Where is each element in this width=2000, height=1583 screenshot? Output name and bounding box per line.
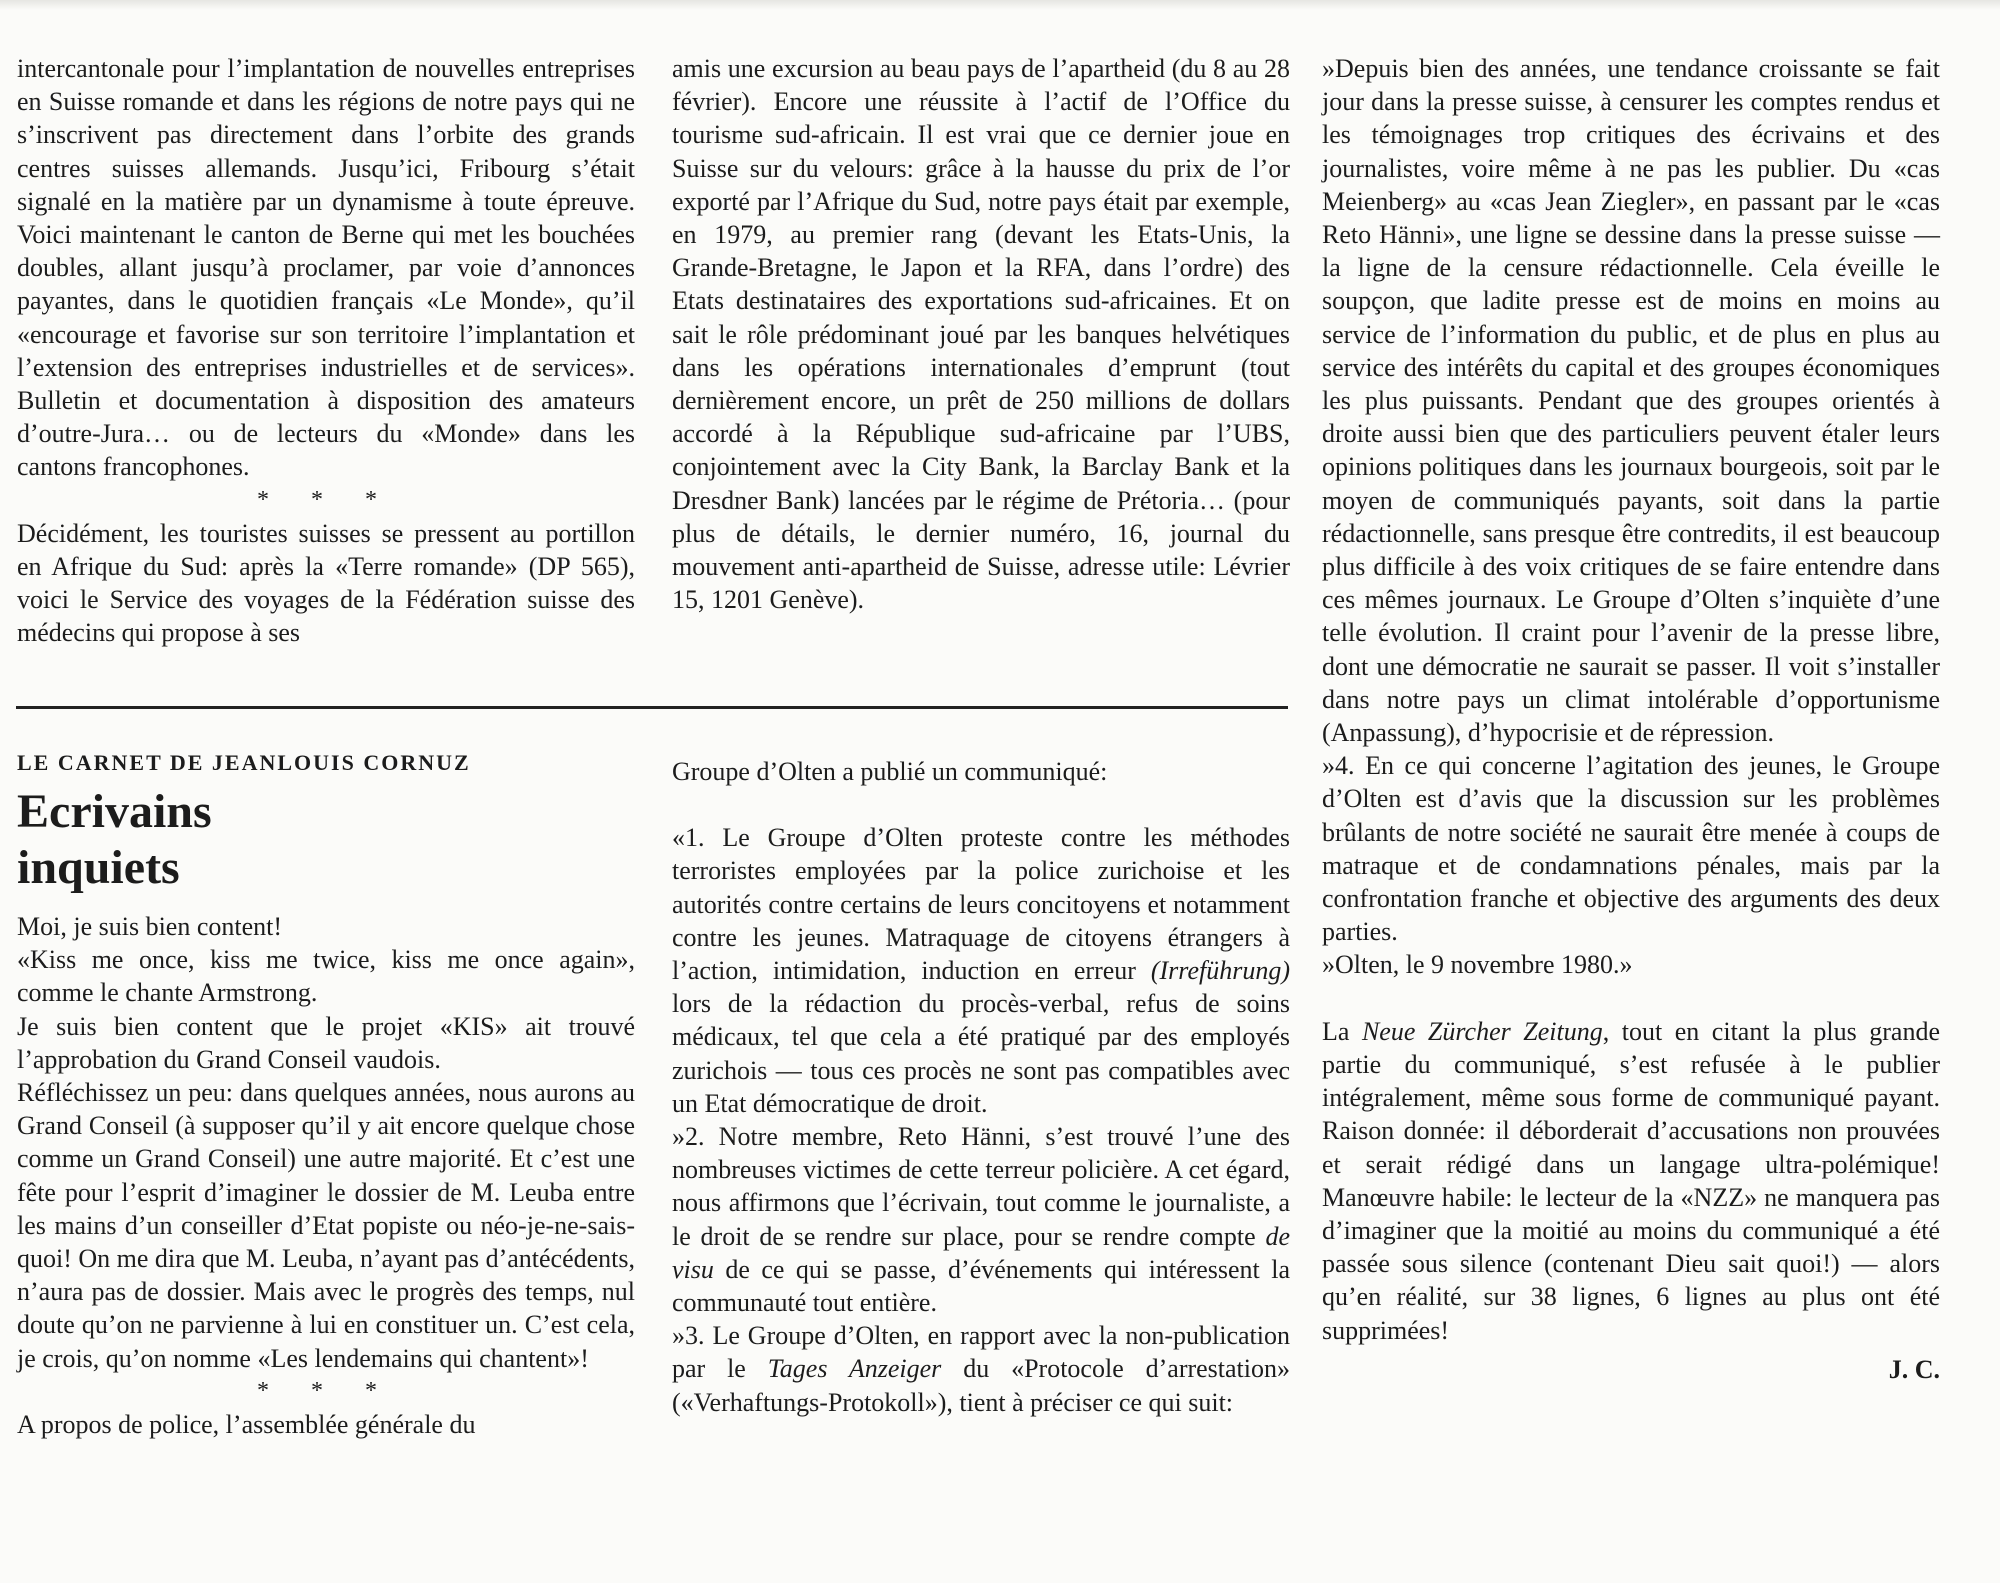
communique-point-4: »4. En ce qui concerne l’agitation des jeunes, le Groupe d’Olten est d’avis que la discussion sur les problèmes brûlants de notre société ne saurait être menée à coups de matraque et de condamnations pénales, mais par la confrontation franche et objective des arguments des deux parties. bbox=[1322, 751, 1940, 947]
article-headline bbox=[17, 784, 635, 896]
article-col1-line-3: Je suis bien content que le projet «KIS» ait trouvé l’approbation du Grand Conseil vaudois. bbox=[17, 1011, 635, 1074]
nzz-paragraph: La Neue Zürcher Zeitung, tout en citant la plus grande partie du communiqué, s’est refusée à le publier intégralement, même sous forme de communiqué payant. Raison donnée: il déborderait d’accusations non prouvées et serait rédigé dans un langage ultra-polémique! Manœuvre habile: le lecteur de la «NZZ» ne manquera pas d’imaginer que la moitié au moins du communiqué a été passée sous silence (contenant Dieu sait quoi!) — alors qu’en réalité, sur 38 lignes, 6 lignes au plus ont été supprimées! bbox=[1322, 1016, 1940, 1345]
article-column-2 bbox=[672, 755, 1290, 1419]
section-separator-stars: * * * bbox=[257, 486, 395, 513]
article-kicker: LE CARNET DE JEANLOUIS CORNUZ bbox=[17, 750, 471, 775]
top-col1-paragraph-2: Décidément, les touristes suisses se pressent au portillon en Afrique du Sud: après la «Terre romande» (DP 565), voici le Service des voyages de la Fédération suisse des médecins qui propose à ses bbox=[17, 518, 635, 648]
communique-depuis-paragraph: »Depuis bien des années, une tendance croissante se fait jour dans la presse suisse, à censurer les comptes rendus et les témoignages trop critiques des écrivains et des journalistes, voire même à ne pas les publier. Du «cas Meienberg» au «cas Jean Ziegler», en passant par le «cas Reto Hänni», une ligne se dessine dans la presse suisse — la ligne de la censure rédactionnelle. Cela éveille le soupçon, que ladite presse est de moins en moins au service de l’information du public, et de plus en plus au service des intérêts du capital et des groupes économiques les plus puissants. Pendant que des groupes orientés à droite aussi bien que des particuliers peuvent étaler leurs opinions politiques dans les journaux bourgeois, soit par le moyen de communiqués payants, soit dans la partie rédactionnelle, sans presque être contredits, il est beaucoup plus difficile à des voix critiques de se faire entendre dans ces mêmes journaux. Le Groupe d’Olten s’inquiète d’une telle évolution. Il craint pour l’avenir de la presse libre, dont une démocratie ne saurait se passer. Il voit s’installer dans notre pays un climat intolérable d’opportunisme (Anpassung), d’hypocrisie et de répression. bbox=[1322, 54, 1940, 748]
communique-point-1: «1. Le Groupe d’Olten proteste contre les méthodes terroristes employées par la police zurichoise et les autorités contre certains de leurs concitoyens et notamment contre les jeunes. Matraquage de citoyens étrangers à l’action, intimidation, induction en erreur (Irreführung) lors de la rédaction du procès-verbal, refus de soins médicaux, tel que cela a été pratiqué par des employés zurichois — tous ces procès ne sont pas compatibles avec un Etat démocratique de droit. bbox=[672, 823, 1290, 1118]
paragraph-gap bbox=[1322, 982, 1940, 1015]
article-separator-stars: * * * bbox=[257, 1377, 395, 1404]
article-column-1 bbox=[17, 748, 635, 1441]
headline-line-1: Ecrivains bbox=[17, 785, 212, 838]
top-col1-paragraph-1: intercantonale pour l’implantation de nouvelles entreprises en Suisse romande et dans les régions de notre pays qui ne s’inscrivent pas directement dans l’orbite des grands centres suisses allemands. Jusqu’ici, Fribourg s’était signalé en la matière par un dynamisme à toute épreuve. Voici maintenant le canton de Berne qui met les bouchées doubles, allant jusqu’à proclamer, par voie d’annonces payantes, dans le quotidien français «Le Monde», qu’il «encourage et favorise sur son territoire l’implantation et l’extension des entreprises industrielles et de services». Bulletin et documentation à disposition des amateurs d’outre-Jura… ou de lecteurs du «Monde» dans les cantons francophones. bbox=[17, 54, 635, 482]
article-col1-line-4: Réfléchissez un peu: dans quelques années, nous aurons au Grand Conseil (à supposer qu’il y ait encore quelque chose comme un Grand Conseil) une autre majorité. Et c’est une fête pour l’esprit d’imaginer le dossier de M. Leuba entre les mains d’un conseiller d’Etat popiste ou néo-je-ne-sais-quoi! On me dira que M. Leuba, n’ayant pas d’antécédents, n’aura pas de dossier. Mais avec le progrès des temps, nul doute qu’on ne parvienne à lui en constituer un. C’est cela, je crois, qu’on nomme «Les lendemains qui chantent»! bbox=[17, 1078, 636, 1373]
section-divider-rule bbox=[16, 706, 1288, 709]
paragraph-gap bbox=[672, 788, 1290, 821]
communique-date-line: »Olten, le 9 novembre 1980.» bbox=[1322, 950, 1633, 980]
article-col1-line-1: Moi, je suis bien content! bbox=[17, 912, 283, 941]
communique-point-2: »2. Notre membre, Reto Hänni, s’est trouvé l’une des nombreuses victimes de cette terreur policière. A cet égard, nous affirmons que l’écrivain, tout comme le journaliste, a le droit de se rendre sur place, pour se rendre compte de visu de ce qui se passe, d’événements qui intéressent la communauté tout entière. bbox=[672, 1122, 1290, 1318]
top-col2-paragraph-1: amis une excursion au beau pays de l’apartheid (du 8 au 28 février). Encore une réussite à l’actif de l’Office du tourisme sud-africain. Il est vrai que ce dernier joue en Suisse sur du velours: grâce à la hausse du prix de l’or exporté par l’Afrique du Sud, notre pays était par exemple, en 1979, au premier rang (devant les Etats-Unis, la Grande-Bretagne, le Japon et la RFA, dans l’ordre) des Etats destinataires des exportations sud-africaines. Et on sait le rôle prédominant joué par les banques helvétiques dans les opérations internationales d’emprunt (tout dernièrement encore, un prêt de 250 millions de dollars accordé à la République sud-africaine par l’UBS, conjointement avec la City Bank, la Barclay Bank et la Dresdner Bank) lancées par le régime de Prétoria… (pour plus de détails, le dernier numéro, 16, journal du mouvement anti-apartheid de Suisse, adresse utile: Lévrier 15, 1201 Genève). bbox=[672, 54, 1290, 615]
article-col1-line-2: «Kiss me once, kiss me twice, kiss me once again», comme le chante Armstrong. bbox=[17, 945, 635, 1008]
top-column-2 bbox=[672, 52, 1290, 616]
article-col1-last: A propos de police, l’assemblée générale du bbox=[17, 1409, 476, 1439]
headline-line-2: inquiets bbox=[17, 841, 180, 894]
article-column-3 bbox=[1322, 52, 1940, 1386]
author-signature: J. C. bbox=[1888, 1354, 1940, 1384]
top-column-1 bbox=[17, 52, 635, 649]
communique-point-3: »3. Le Groupe d’Olten, en rapport avec la non-publication par le Tages Anzeiger du «Protocole d’arrestation» («Verhaftungs-Protokoll»), tient à préciser ce qui suit: bbox=[672, 1321, 1290, 1417]
article-col2-intro: Groupe d’Olten a publié un communiqué: bbox=[672, 757, 1108, 786]
scan-top-edge bbox=[0, 0, 2000, 10]
